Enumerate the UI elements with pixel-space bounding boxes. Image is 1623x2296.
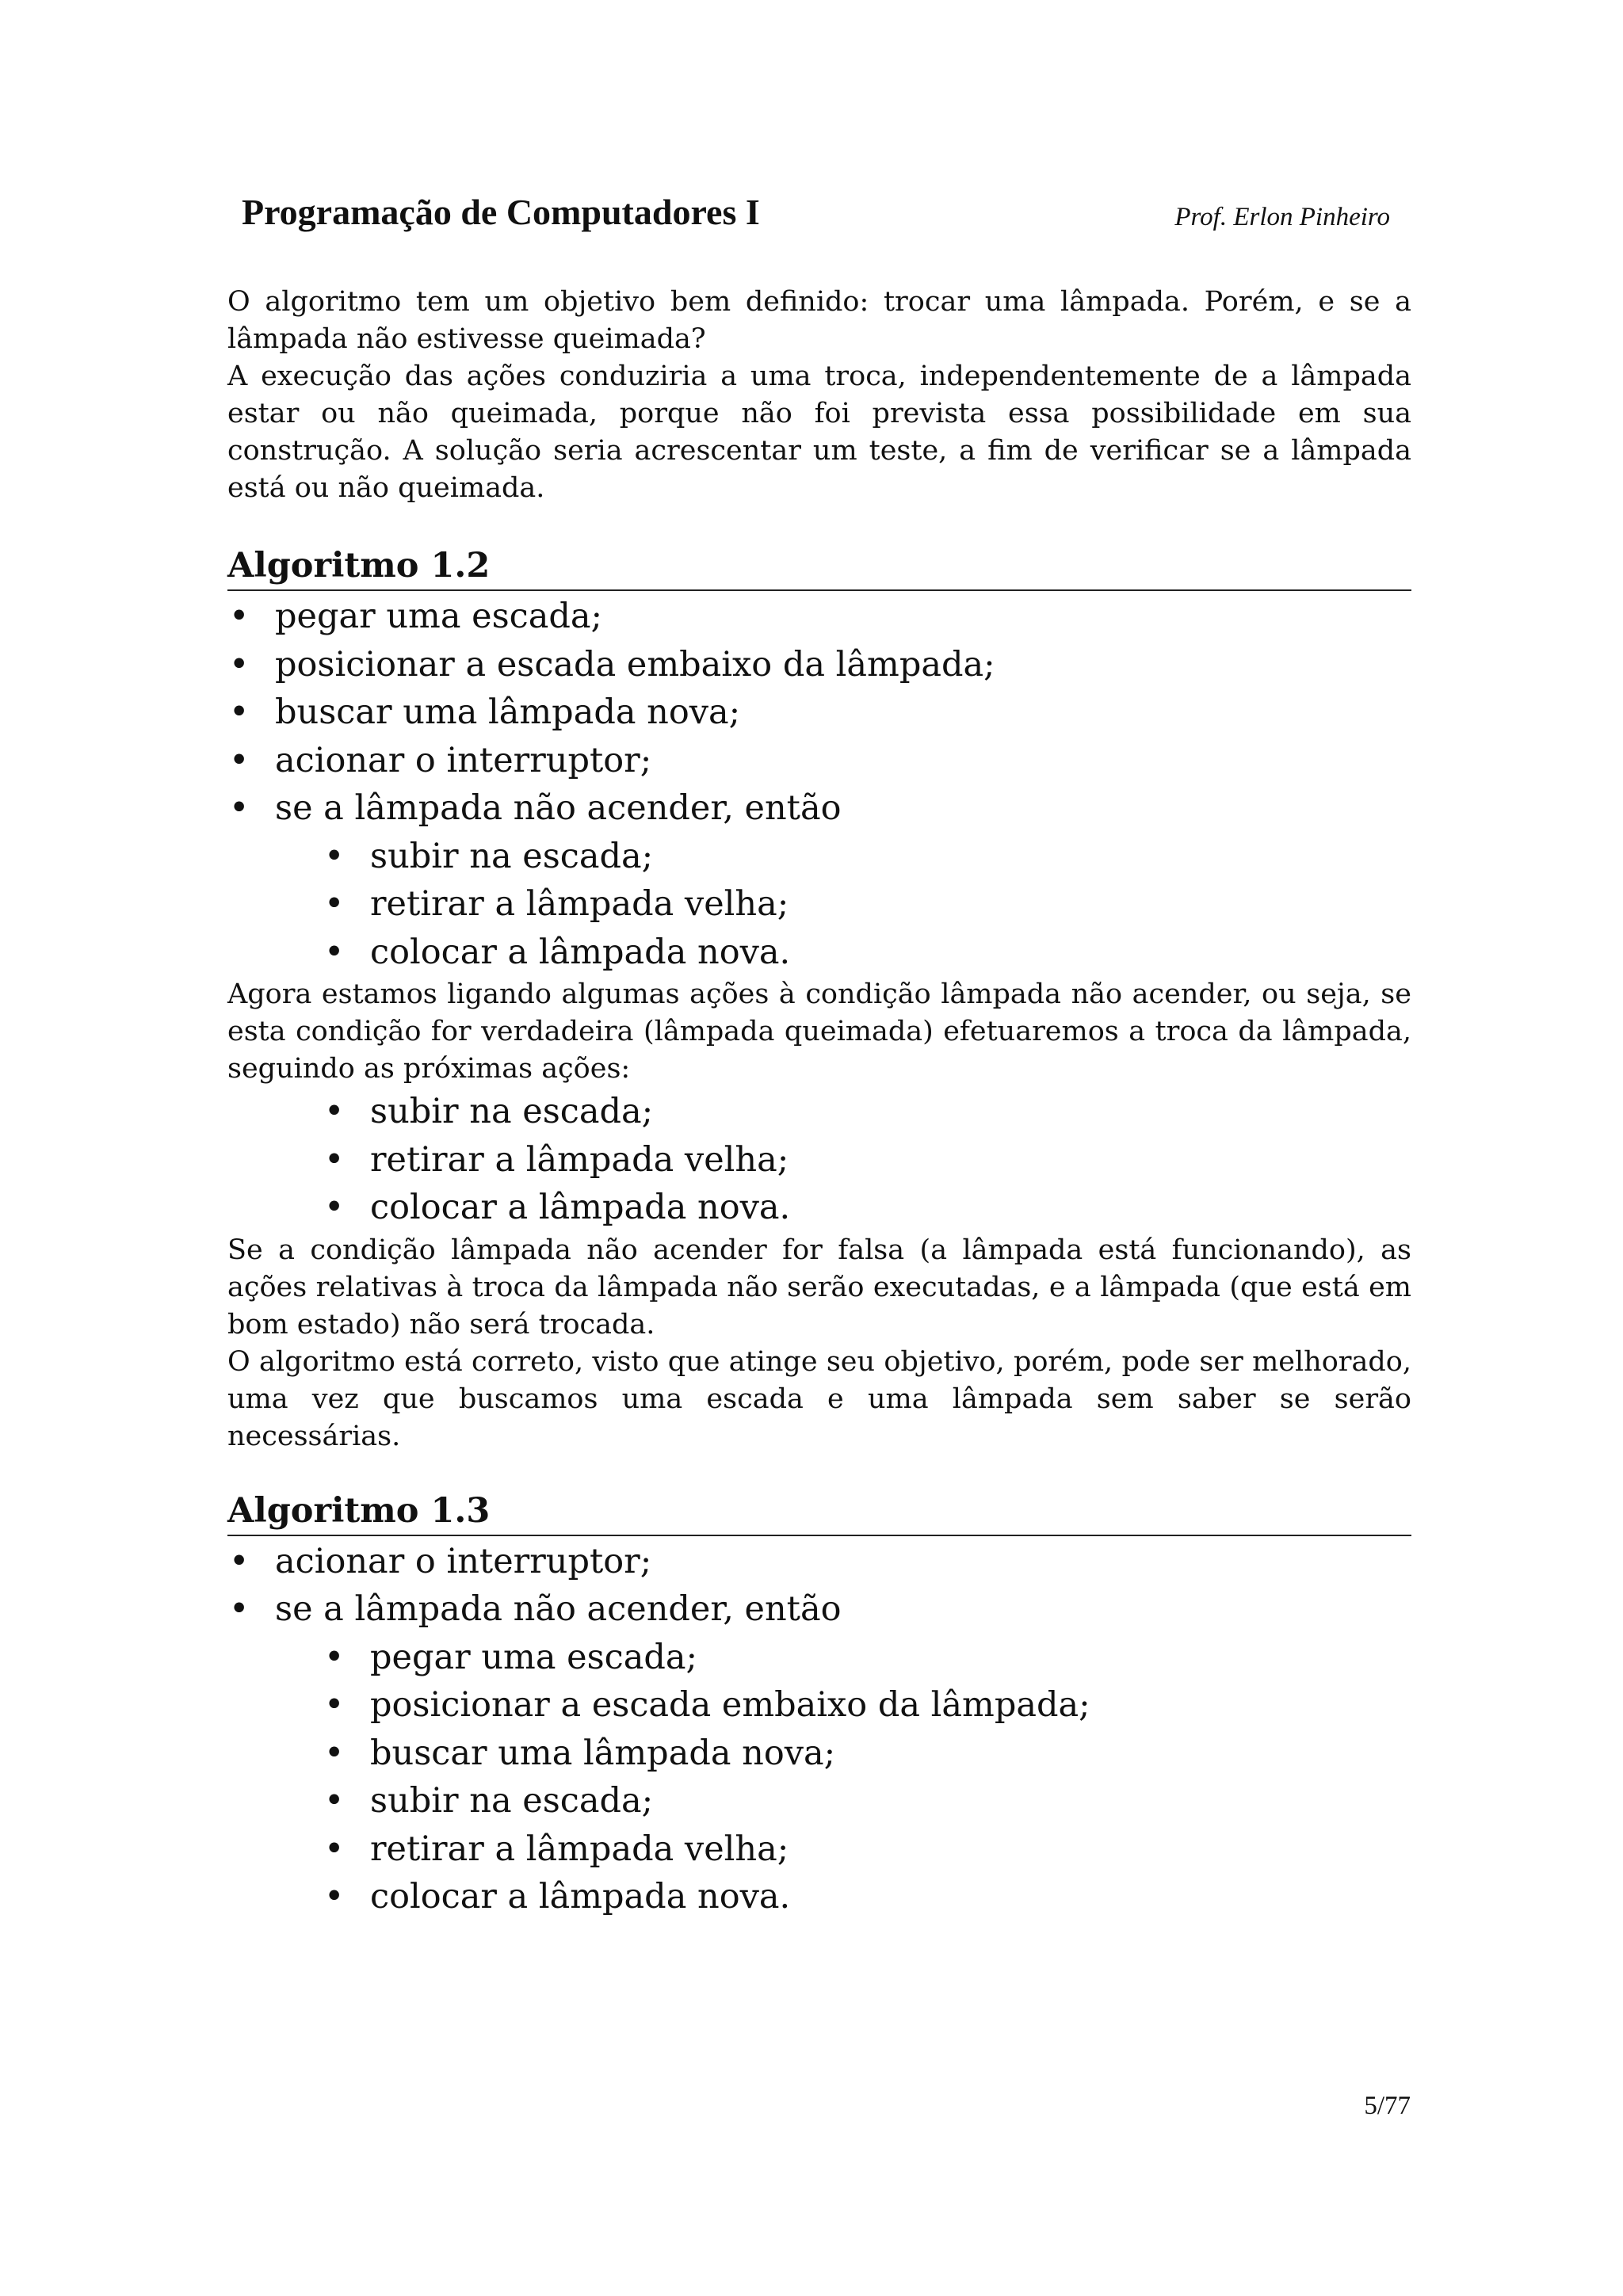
explanation-paragraph-3: O algoritmo está correto, visto que atinge seu objetivo, porém, pode ser melhorado, uma vez que buscamos uma escada e uma lâmpada sem saber se serão necessárias. xyxy=(227,1345,1411,1452)
list-item: • buscar uma lâmpada nova; xyxy=(227,1730,1411,1778)
list-item: • subir na escada; xyxy=(227,1777,1411,1825)
bullet-icon: • xyxy=(324,1685,345,1725)
list-item: • buscar uma lâmpada nova; xyxy=(227,688,1411,737)
bullet-icon: • xyxy=(324,884,345,924)
bullet-icon: • xyxy=(229,1541,250,1581)
list-item: • subir na escada; xyxy=(227,1088,1411,1136)
page-number: 5/77 xyxy=(1364,2092,1411,2120)
list-item: • posicionar a escada embaixo da lâmpada; xyxy=(227,1681,1411,1730)
bullet-icon: • xyxy=(324,1781,345,1821)
bullet-icon: • xyxy=(229,692,250,732)
list-item: • pegar uma escada; xyxy=(227,1634,1411,1682)
explanation-actions-list xyxy=(227,1088,1411,1232)
list-item: • colocar a lâmpada nova. xyxy=(227,1184,1411,1232)
list-item: • colocar a lâmpada nova. xyxy=(227,929,1411,977)
bullet-icon: • xyxy=(324,1829,345,1869)
document-author: Prof. Erlon Pinheiro xyxy=(1174,203,1390,231)
list-item: • se a lâmpada não acender, então xyxy=(227,1585,1411,1634)
algorithm-1-3-heading: Algoritmo 1.3 xyxy=(227,1489,1411,1536)
list-item: • pegar uma escada; xyxy=(227,593,1411,641)
explanation-paragraph-1: Agora estamos ligando algumas ações à condição lâmpada não acender, ou seja, se esta condição for verdadeira (lâmpada queimada) efetuaremos a troca da lâmpada, seguindo as próximas ações: xyxy=(227,978,1411,1085)
bullet-icon: • xyxy=(229,740,250,780)
list-item: • retirar a lâmpada velha; xyxy=(227,1825,1411,1874)
document-title: Programação de Computadores I xyxy=(242,192,760,232)
list-item: • colocar a lâmpada nova. xyxy=(227,1873,1411,1921)
bullet-icon: • xyxy=(324,836,345,876)
page-content xyxy=(227,284,1411,1921)
bullet-icon: • xyxy=(324,1092,345,1131)
list-item: • retirar a lâmpada velha; xyxy=(227,1136,1411,1184)
bullet-icon: • xyxy=(229,597,250,636)
bullet-icon: • xyxy=(324,1637,345,1677)
algorithm-1-2-heading: Algoritmo 1.2 xyxy=(227,543,1411,591)
list-item: • subir na escada; xyxy=(227,833,1411,881)
list-item: • retirar a lâmpada velha; xyxy=(227,880,1411,929)
list-item: • posicionar a escada embaixo da lâmpada; xyxy=(227,641,1411,689)
algorithm-1-3-list xyxy=(227,1538,1411,1921)
bullet-icon: • xyxy=(324,1188,345,1227)
bullet-icon: • xyxy=(324,1733,345,1773)
bullet-icon: • xyxy=(229,1589,250,1629)
intro-paragraph-1: O algoritmo tem um objetivo bem definido: trocar uma lâmpada. Porém, e se a lâmpada não estivesse queimada? xyxy=(227,286,1411,355)
bullet-icon: • xyxy=(229,644,250,685)
algorithm-1-2-list xyxy=(227,593,1411,976)
list-item: • se a lâmpada não acender, então xyxy=(227,784,1411,833)
bullet-icon: • xyxy=(229,788,250,828)
list-item: • acionar o interruptor; xyxy=(227,737,1411,785)
explanation-paragraph-2: Se a condição lâmpada não acender for falsa (a lâmpada está funcionando), as ações relativas à troca da lâmpada não serão executadas, e a lâmpada (que está em bom estado) não será trocada. xyxy=(227,1234,1411,1341)
list-item: • acionar o interruptor; xyxy=(227,1538,1411,1586)
bullet-icon: • xyxy=(324,1877,345,1917)
bullet-icon: • xyxy=(324,932,345,972)
bullet-icon: • xyxy=(324,1139,345,1180)
intro-paragraph-2: A execução das ações conduziria a uma troca, independentemente de a lâmpada estar ou não queimada, porque não foi prevista essa possibilidade em sua construção. A solução seria acrescentar um teste, a fim de verificar se a lâmpada está ou não queimada. xyxy=(227,360,1411,504)
